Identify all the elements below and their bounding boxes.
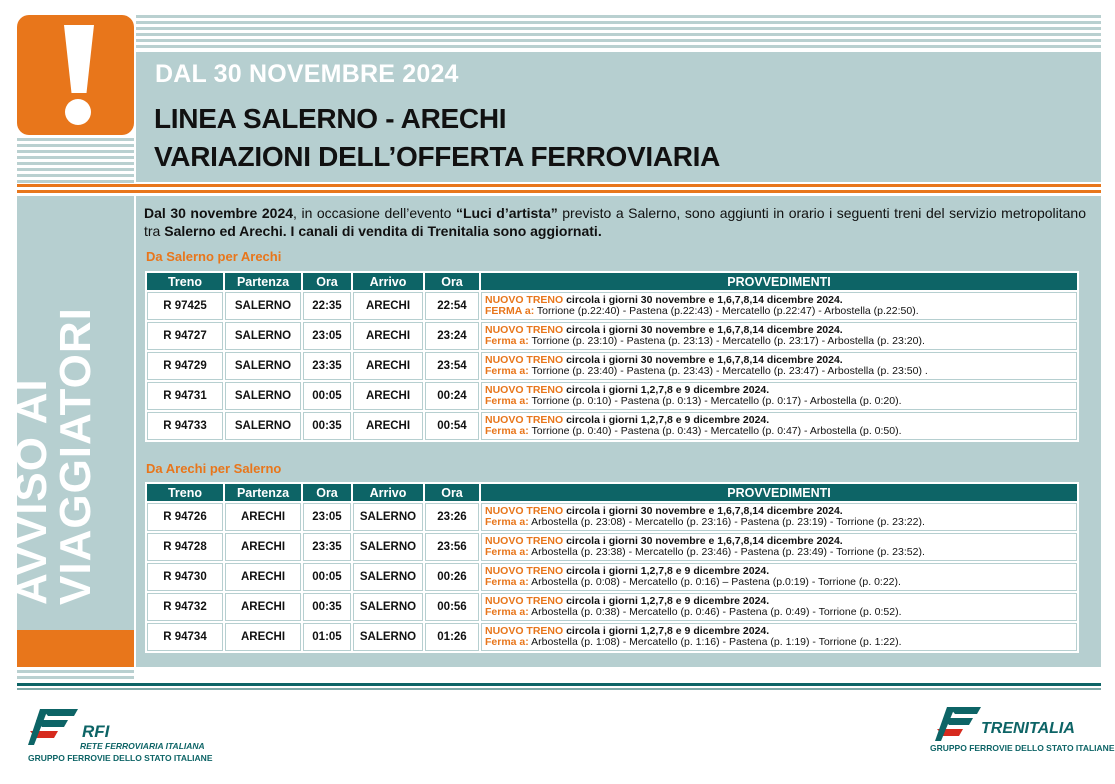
column-header: Treno [147,273,223,290]
cell-arr: 23:24 [425,322,479,350]
cell-train: R 94731 [147,382,223,410]
cell-from: ARECHI [225,623,301,651]
days-text: circola i giorni 1,2,7,8 e 9 dicembre 2024. [563,625,770,637]
column-header: PROVVEDIMENTI [481,273,1077,290]
cell-train: R 94730 [147,563,223,591]
new-train-label: NUOVO TRENO [485,384,564,396]
new-train-label: NUOVO TRENO [485,294,564,306]
stops-text: Arbostella (p. 0:08) - Mercatello (p. 0:16) – Pastena (p.0:19) - Torrione (p. 0:22). [528,576,901,588]
cell-arr: 01:26 [425,623,479,651]
cell-from: SALERNO [225,292,301,320]
trenitalia-group: GRUPPO FERROVIE DELLO STATO ITALIANE [930,743,1115,753]
side-label-line1: AVVISO AI [7,378,56,605]
side-label-line2: VIAGGIATORI [51,307,100,605]
cell-dep: 23:35 [303,352,351,380]
days-text: circola i giorni 1,2,7,8 e 9 dicembre 2024. [563,595,770,607]
cell-arr: 00:56 [425,593,479,621]
new-train-label: NUOVO TRENO [485,625,564,637]
intro-event: “Luci d’artista” [455,205,558,221]
cell-from: SALERNO [225,322,301,350]
stops-text: Torrione (p. 0:10) - Pastena (p. 0:13) - Mercatello (p. 0:17) - Arbostella (p. 0:20). [528,395,902,407]
intro-route: Salerno ed Arechi. I canali di vendita di Trenitalia sono aggiornati. [164,223,602,239]
stop-label: Ferma a: [485,636,529,648]
new-train-label: NUOVO TRENO [485,505,564,517]
cell-arr: 00:54 [425,412,479,440]
column-header: Partenza [225,484,301,501]
table-header-row [147,273,1077,290]
table-row [147,352,1077,380]
cell-provvedimenti [481,352,1077,380]
column-header: Ora [425,484,479,501]
cell-from: SALERNO [225,412,301,440]
warning-icon [17,15,134,135]
column-header: Arrivo [353,484,423,501]
stop-label: FERMA a: [485,305,535,317]
days-text: circola i giorni 30 novembre e 1,6,7,8,14 dicembre 2024. [563,505,843,517]
cell-dep: 23:05 [303,503,351,531]
cell-from: ARECHI [225,593,301,621]
cell-provvedimenti [481,563,1077,591]
cell-from: ARECHI [225,533,301,561]
table-row [147,623,1077,651]
table-header-row [147,484,1077,501]
days-text: circola i giorni 30 novembre e 1,6,7,8,14 dicembre 2024. [563,324,843,336]
new-train-label: NUOVO TRENO [485,535,564,547]
cell-train: R 94734 [147,623,223,651]
stops-text: Arbostella (p. 23:38) - Mercatello (p. 23:46) - Pastena (p. 23:49) - Torrione (p. 23:52). [528,546,925,558]
trenitalia-logo-icon [935,705,983,743]
cell-arr: 23:26 [425,503,479,531]
table-row [147,563,1077,591]
intro-text: , in occasione dell’evento [293,205,456,221]
stop-label: Ferma a: [485,425,529,437]
days-text: circola i giorni 1,2,7,8 e 9 dicembre 2024. [563,565,770,577]
cell-dep: 23:35 [303,533,351,561]
cell-to: ARECHI [353,352,423,380]
timetable-arechi-salerno [145,482,1079,653]
bottom-divider-thin [17,688,1101,690]
cell-arr: 23:54 [425,352,479,380]
stops-text: Arbostella (p. 23:08) - Mercatello (p. 23:16) - Pastena (p. 23:19) - Torrione (p. 23:22). [528,516,925,528]
new-train-label: NUOVO TRENO [485,354,564,366]
column-header: Ora [425,273,479,290]
table-row [147,292,1077,320]
new-train-label: NUOVO TRENO [485,595,564,607]
cell-to: ARECHI [353,412,423,440]
table-row [147,412,1077,440]
top-stripes [136,15,1101,51]
intro-date: Dal 30 novembre 2024 [144,205,294,221]
cell-provvedimenti [481,593,1077,621]
cell-provvedimenti [481,533,1077,561]
column-header: PROVVEDIMENTI [481,484,1077,501]
stop-label: Ferma a: [485,395,529,407]
side-orange-block [17,630,134,667]
cell-dep: 00:35 [303,412,351,440]
cell-train: R 94733 [147,412,223,440]
rfi-subtitle: RETE FERROVIARIA ITALIANA [80,741,205,751]
days-text: circola i giorni 30 novembre e 1,6,7,8,14 dicembre 2024. [563,354,843,366]
cell-dep: 00:35 [303,593,351,621]
line-title: LINEA SALERNO - ARECHI [154,103,507,134]
cell-provvedimenti [481,292,1077,320]
intro-text-2: previsto a Salerno, sono aggiunti in orario i seguenti treni del servizio metropolitano tra [144,205,1086,239]
left-stripes [17,138,134,183]
left-bottom-stripes [17,670,134,680]
exclamation-dot [65,99,91,125]
cell-train: R 94729 [147,352,223,380]
rfi-logo-icon [28,707,80,747]
cell-train: R 94728 [147,533,223,561]
new-train-label: NUOVO TRENO [485,414,564,426]
days-text: circola i giorni 1,2,7,8 e 9 dicembre 2024. [563,414,770,426]
stops-text: Torrione (p. 23:40) - Pastena (p. 23:43) - Mercatello (p. 23:47) - Arbostella (p. 23:50) . [528,365,928,377]
trenitalia-name: TRENITALIA [981,720,1075,737]
cell-to: ARECHI [353,292,423,320]
stop-label: Ferma a: [485,576,529,588]
cell-train: R 94732 [147,593,223,621]
cell-from: ARECHI [225,563,301,591]
cell-to: SALERNO [353,533,423,561]
column-header: Treno [147,484,223,501]
cell-to: SALERNO [353,593,423,621]
cell-dep: 01:05 [303,623,351,651]
cell-to: SALERNO [353,623,423,651]
table-row [147,382,1077,410]
stop-label: Ferma a: [485,606,529,618]
column-header: Arrivo [353,273,423,290]
cell-from: SALERNO [225,352,301,380]
cell-to: SALERNO [353,563,423,591]
new-train-label: NUOVO TRENO [485,324,564,336]
column-header: Ora [303,273,351,290]
cell-dep: 00:05 [303,563,351,591]
timetable-salerno-arechi [145,271,1079,442]
stops-text: Arbostella (p. 1:08) - Mercatello (p. 1:16) - Pastena (p. 1:19) - Torrione (p. 1:22). [528,636,902,648]
cell-arr: 00:26 [425,563,479,591]
days-text: circola i giorni 30 novembre e 1,6,7,8,14 dicembre 2024. [563,535,843,547]
cell-dep: 23:05 [303,322,351,350]
cell-from: ARECHI [225,503,301,531]
stops-text: Torrione (p. 0:40) - Pastena (p. 0:43) - Mercatello (p. 0:47) - Arbostella (p. 0:50). [528,425,902,437]
intro-paragraph [144,204,1086,240]
notice-title: VARIAZIONI DELL’OFFERTA FERROVIARIA [154,141,721,172]
table-row [147,593,1077,621]
rfi-name: RFI [82,722,110,741]
new-train-label: NUOVO TRENO [485,565,564,577]
cell-provvedimenti [481,382,1077,410]
exclamation-bar [64,25,94,93]
cell-arr: 22:54 [425,292,479,320]
stops-text: Torrione (p. 23:10) - Pastena (p. 23:13) - Mercatello (p. 23:17) - Arbostella (p. 23:20). [528,335,925,347]
cell-dep: 22:35 [303,292,351,320]
section-title-arechi-salerno: Da Arechi per Salerno [146,461,282,476]
table-row [147,503,1077,531]
column-header: Partenza [225,273,301,290]
cell-to: ARECHI [353,322,423,350]
orange-divider-bottom [17,190,1101,193]
cell-provvedimenti [481,412,1077,440]
stop-label: Ferma a: [485,365,529,377]
cell-arr: 00:24 [425,382,479,410]
cell-to: ARECHI [353,382,423,410]
stop-label: Ferma a: [485,516,529,528]
days-text: circola i giorni 1,2,7,8 e 9 dicembre 2024. [563,384,770,396]
stops-text: Torrione (p.22:40) - Pastena (p.22:43) - Mercatello (p.22:47) - Arbostella (p.22:50). [534,305,919,317]
table-row [147,322,1077,350]
days-text: circola i giorni 30 novembre e 1,6,7,8,14 dicembre 2024. [563,294,843,306]
column-header: Ora [303,484,351,501]
cell-arr: 23:56 [425,533,479,561]
bottom-divider [17,683,1101,686]
table-row [147,533,1077,561]
cell-provvedimenti [481,623,1077,651]
cell-provvedimenti [481,503,1077,531]
notice-date: DAL 30 NOVEMBRE 2024 [155,60,459,88]
stop-label: Ferma a: [485,335,529,347]
cell-provvedimenti [481,322,1077,350]
cell-dep: 00:05 [303,382,351,410]
rfi-group: GRUPPO FERROVIE DELLO STATO ITALIANE [28,753,213,763]
section-title-salerno-arechi: Da Salerno per Arechi [146,249,282,264]
stops-text: Arbostella (p. 0:38) - Mercatello (p. 0:46) - Pastena (p. 0:49) - Torrione (p. 0:52). [528,606,902,618]
cell-train: R 94727 [147,322,223,350]
cell-to: SALERNO [353,503,423,531]
stop-label: Ferma a: [485,546,529,558]
cell-from: SALERNO [225,382,301,410]
cell-train: R 97425 [147,292,223,320]
orange-divider-top [17,184,1101,187]
cell-train: R 94726 [147,503,223,531]
